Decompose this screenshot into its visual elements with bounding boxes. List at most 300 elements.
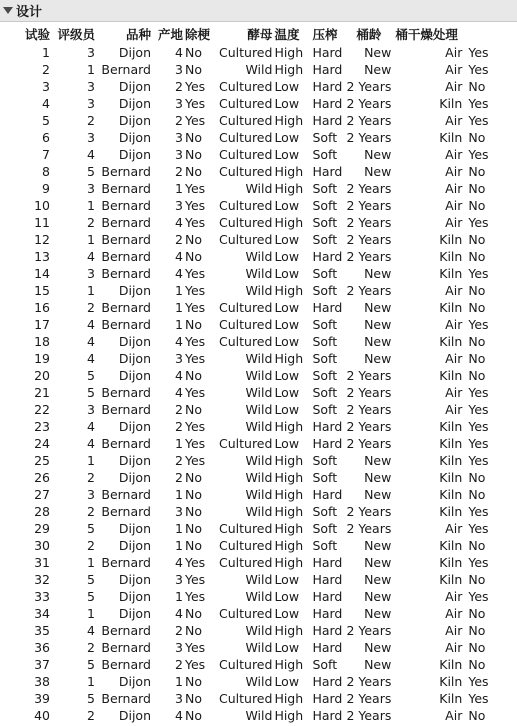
- table-cell: Kiln: [439, 538, 463, 553]
- disclosure-triangle-icon[interactable]: [3, 7, 13, 14]
- table-cell: Hard: [312, 164, 343, 179]
- table-cell: 2: [87, 300, 95, 315]
- table-cell: Kiln: [439, 487, 463, 502]
- table-cell: Yes: [185, 385, 206, 400]
- table-cell: Low: [274, 436, 300, 451]
- table-cell: High: [274, 351, 304, 366]
- table-cell: Yes: [185, 113, 206, 128]
- table-cell: Yes: [468, 555, 489, 570]
- table-cell: Soft: [312, 351, 338, 366]
- table-cell: Cultured: [219, 113, 273, 128]
- table-cell: Air: [445, 198, 463, 213]
- table-cell: New: [364, 351, 392, 366]
- table-cell: New: [364, 589, 392, 604]
- table-cell: New: [364, 555, 392, 570]
- table-cell: 3: [175, 96, 183, 111]
- table-cell: New: [364, 606, 392, 621]
- table-cell: 4: [175, 334, 183, 349]
- table-cell: 2 Years: [346, 249, 392, 264]
- table-cell: 2 Years: [346, 198, 392, 213]
- table-cell: New: [364, 470, 392, 485]
- table-cell: Soft: [312, 453, 338, 468]
- table-cell: Wild: [245, 453, 273, 468]
- table-cell: Air: [445, 215, 463, 230]
- table-cell: Bernard: [101, 555, 151, 570]
- table-cell: Yes: [468, 436, 489, 451]
- table-cell: 1: [175, 674, 183, 689]
- table-cell: 1: [87, 283, 95, 298]
- table-cell: High: [274, 453, 304, 468]
- table-cell: Bernard: [101, 266, 151, 281]
- table-cell: Bernard: [101, 504, 151, 519]
- header-row: [18, 26, 503, 44]
- table-cell: Yes: [468, 317, 489, 332]
- table-cell: 1: [87, 453, 95, 468]
- table-cell: New: [364, 453, 392, 468]
- table-cell: Wild: [245, 351, 273, 366]
- table-cell: Low: [274, 266, 300, 281]
- table-cell: 2 Years: [346, 504, 392, 519]
- table-cell: 4: [87, 436, 95, 451]
- table-cell: Bernard: [101, 640, 151, 655]
- table-cell: Wild: [245, 283, 273, 298]
- table-cell: Cultured: [219, 164, 273, 179]
- table-cell: 1: [87, 198, 95, 213]
- table-cell: Soft: [312, 538, 338, 553]
- table-row: [18, 163, 503, 180]
- table-cell: Low: [274, 317, 300, 332]
- table-cell: Yes: [185, 555, 206, 570]
- table-cell: High: [274, 283, 304, 298]
- table-cell: Soft: [312, 657, 338, 672]
- table-cell: Low: [274, 385, 300, 400]
- table-cell: No: [468, 164, 486, 179]
- table-cell: Dijon: [118, 572, 151, 587]
- table-cell: Low: [274, 130, 300, 145]
- table-cell: Dijon: [118, 674, 151, 689]
- table-cell: Cultured: [219, 657, 273, 672]
- table-cell: Cultured: [219, 436, 273, 451]
- table-cell: 3: [87, 266, 95, 281]
- table-cell: Dijon: [118, 606, 151, 621]
- table-cell: Air: [445, 283, 463, 298]
- table-row: [18, 486, 503, 503]
- table-cell: Wild: [245, 368, 273, 383]
- table-cell: Soft: [312, 521, 338, 536]
- table-cell: Cultured: [219, 300, 273, 315]
- table-cell: Low: [274, 674, 300, 689]
- table-cell: Yes: [468, 504, 489, 519]
- table-cell: Air: [445, 385, 463, 400]
- table-cell: Bernard: [101, 657, 151, 672]
- table-cell: 1: [87, 674, 95, 689]
- table-cell: 2 Years: [346, 181, 392, 196]
- table-row: [18, 367, 503, 384]
- table-cell: 7: [42, 147, 50, 162]
- table-cell: High: [274, 470, 304, 485]
- table-cell: Air: [445, 181, 463, 196]
- table-row: [18, 520, 503, 537]
- table-cell: Dijon: [118, 113, 151, 128]
- column-header[interactable]: 产地: [157, 27, 183, 42]
- table-cell: Low: [274, 198, 300, 213]
- table-cell: Dijon: [118, 589, 151, 604]
- table-cell: Bernard: [101, 198, 151, 213]
- table-cell: High: [274, 113, 304, 128]
- table-cell: Low: [274, 300, 300, 315]
- table-cell: No: [468, 181, 486, 196]
- table-cell: Yes: [468, 215, 489, 230]
- table-cell: Bernard: [101, 623, 151, 638]
- column-header[interactable]: 温度: [274, 27, 300, 42]
- table-cell: Low: [274, 334, 300, 349]
- table-cell: Yes: [468, 385, 489, 400]
- table-cell: Hard: [312, 45, 343, 60]
- column-header[interactable]: 桶龄: [356, 27, 382, 42]
- column-header[interactable]: 桶干燥处理: [395, 27, 458, 42]
- table-cell: No: [468, 623, 486, 638]
- table-cell: 1: [175, 436, 183, 451]
- table-cell: 2: [175, 623, 183, 638]
- table-cell: Yes: [185, 79, 206, 94]
- table-cell: Low: [274, 147, 300, 162]
- table-cell: 32: [34, 572, 50, 587]
- table-cell: 3: [175, 351, 183, 366]
- table-cell: Cultured: [219, 521, 273, 536]
- table-cell: Wild: [245, 674, 273, 689]
- table-cell: Yes: [468, 691, 489, 706]
- table-cell: Bernard: [101, 300, 151, 315]
- table-cell: Dijon: [118, 96, 151, 111]
- table-row: [18, 129, 503, 146]
- table-cell: Cultured: [219, 79, 273, 94]
- table-cell: 23: [34, 419, 50, 434]
- table-cell: Bernard: [101, 232, 151, 247]
- table-cell: 2 Years: [346, 521, 392, 536]
- table-cell: Kiln: [439, 470, 463, 485]
- table-cell: No: [185, 147, 202, 162]
- table-cell: Soft: [312, 385, 338, 400]
- table-row: [18, 503, 503, 520]
- table-cell: Yes: [185, 334, 206, 349]
- table-cell: 27: [34, 487, 50, 502]
- table-cell: 35: [34, 623, 50, 638]
- table-cell: Wild: [245, 487, 273, 502]
- table-cell: 17: [34, 317, 50, 332]
- table-cell: 4: [175, 385, 183, 400]
- table-cell: 16: [34, 300, 50, 315]
- table-cell: 9: [42, 181, 50, 196]
- table-row: [18, 44, 503, 61]
- table-cell: 3: [87, 181, 95, 196]
- table-cell: 2 Years: [346, 623, 392, 638]
- table-cell: 6: [42, 130, 50, 145]
- table-cell: 2: [87, 215, 95, 230]
- table-cell: 3: [87, 79, 95, 94]
- table-cell: Yes: [185, 266, 206, 281]
- table-cell: No: [185, 623, 202, 638]
- table-cell: Air: [445, 606, 463, 621]
- column-header[interactable]: 压榨: [312, 27, 338, 42]
- table-cell: No: [185, 402, 202, 417]
- table-cell: No: [185, 45, 202, 60]
- table-cell: No: [185, 62, 202, 77]
- table-cell: Low: [274, 249, 300, 264]
- table-cell: No: [185, 538, 202, 553]
- table-cell: Wild: [245, 385, 273, 400]
- column-header[interactable]: [462, 26, 503, 44]
- table-row: [18, 588, 503, 605]
- table-cell: Cultured: [219, 198, 273, 213]
- table-cell: Air: [445, 79, 463, 94]
- table-cell: Hard: [312, 419, 343, 434]
- table-row: [18, 469, 503, 486]
- table-cell: Yes: [185, 215, 206, 230]
- table-cell: Bernard: [101, 402, 151, 417]
- table-cell: Yes: [185, 572, 206, 587]
- table-cell: 2 Years: [346, 402, 392, 417]
- table-cell: No: [468, 283, 486, 298]
- table-cell: Hard: [312, 79, 343, 94]
- table-row: [18, 452, 503, 469]
- table-cell: Cultured: [219, 606, 273, 621]
- table-cell: 37: [34, 657, 50, 672]
- table-cell: 5: [87, 368, 95, 383]
- column-header[interactable]: 除梗: [185, 27, 211, 42]
- table-cell: Kiln: [439, 691, 463, 706]
- table-cell: 3: [175, 691, 183, 706]
- table-cell: 5: [87, 385, 95, 400]
- table-cell: 3: [175, 198, 183, 213]
- table-cell: 1: [175, 521, 183, 536]
- table-cell: Yes: [468, 402, 489, 417]
- table-cell: Soft: [312, 215, 338, 230]
- table-cell: No: [185, 606, 202, 621]
- table-cell: Air: [445, 113, 463, 128]
- table-cell: 3: [87, 45, 95, 60]
- table-cell: Yes: [185, 436, 206, 451]
- table-row: [18, 248, 503, 265]
- table-cell: 1: [42, 45, 50, 60]
- table-cell: 5: [87, 572, 95, 587]
- table-cell: 5: [42, 113, 50, 128]
- table-cell: Yes: [185, 453, 206, 468]
- table-cell: 24: [34, 436, 50, 451]
- table-cell: 2: [87, 470, 95, 485]
- table-cell: Cultured: [219, 334, 273, 349]
- table-cell: Wild: [245, 419, 273, 434]
- table-cell: Hard: [312, 640, 343, 655]
- table-cell: Soft: [312, 232, 338, 247]
- table-cell: 28: [34, 504, 50, 519]
- table-cell: Dijon: [118, 79, 151, 94]
- table-cell: Wild: [245, 266, 273, 281]
- table-row: [18, 231, 503, 248]
- table-cell: No: [468, 130, 486, 145]
- table-cell: Hard: [312, 708, 343, 723]
- table-cell: 1: [175, 300, 183, 315]
- table-cell: Kiln: [439, 572, 463, 587]
- table-cell: 5: [87, 691, 95, 706]
- table-cell: Bernard: [101, 181, 151, 196]
- table-body: [18, 44, 503, 724]
- table-cell: Bernard: [101, 385, 151, 400]
- table-cell: Yes: [468, 674, 489, 689]
- table-cell: No: [468, 232, 486, 247]
- table-cell: No: [468, 351, 486, 366]
- table-cell: No: [185, 504, 202, 519]
- table-cell: Yes: [185, 351, 206, 366]
- table-cell: 4: [87, 334, 95, 349]
- table-cell: No: [468, 79, 486, 94]
- table-cell: 5: [87, 657, 95, 672]
- table-cell: 2: [175, 657, 183, 672]
- table-cell: Dijon: [118, 130, 151, 145]
- table-cell: 39: [34, 691, 50, 706]
- table-cell: 3: [175, 147, 183, 162]
- table-cell: Soft: [312, 470, 338, 485]
- table-cell: High: [274, 521, 304, 536]
- table-row: [18, 61, 503, 78]
- table-cell: High: [274, 623, 304, 638]
- table-cell: Bernard: [101, 487, 151, 502]
- table-row: [18, 605, 503, 622]
- table-cell: Yes: [468, 45, 489, 60]
- table-cell: 2 Years: [346, 368, 392, 383]
- table-cell: Low: [274, 589, 300, 604]
- table-cell: Soft: [312, 266, 338, 281]
- table-cell: Air: [445, 351, 463, 366]
- column-header[interactable]: 评级员: [57, 27, 95, 42]
- table-cell: Kiln: [439, 368, 463, 383]
- table-cell: No: [185, 470, 202, 485]
- table-row: [18, 418, 503, 435]
- table-cell: Hard: [312, 623, 343, 638]
- table-cell: Yes: [185, 640, 206, 655]
- table-cell: 20: [34, 368, 50, 383]
- table-cell: Yes: [185, 96, 206, 111]
- table-cell: Wild: [245, 249, 273, 264]
- table-cell: New: [364, 62, 392, 77]
- table-cell: 4: [175, 249, 183, 264]
- table-cell: Hard: [312, 555, 343, 570]
- table-cell: Yes: [185, 300, 206, 315]
- table-cell: Hard: [312, 62, 343, 77]
- table-cell: 4: [87, 351, 95, 366]
- table-cell: 4: [175, 215, 183, 230]
- table-cell: New: [364, 317, 392, 332]
- table-cell: 2 Years: [346, 96, 392, 111]
- table-cell: Dijon: [118, 45, 151, 60]
- table-cell: Dijon: [118, 351, 151, 366]
- table-cell: 1: [87, 232, 95, 247]
- table-cell: No: [185, 368, 202, 383]
- table-row: [18, 401, 503, 418]
- table-cell: Wild: [245, 504, 273, 519]
- table-cell: Dijon: [118, 147, 151, 162]
- table-cell: 2 Years: [346, 674, 392, 689]
- table-cell: 4: [87, 249, 95, 264]
- table-cell: 4: [87, 623, 95, 638]
- table-row: [18, 146, 503, 163]
- table-cell: Air: [445, 62, 463, 77]
- table-cell: High: [274, 164, 304, 179]
- table-cell: Cultured: [219, 232, 273, 247]
- table-cell: Yes: [468, 266, 489, 281]
- table-cell: Soft: [312, 283, 338, 298]
- table-row: [18, 112, 503, 129]
- table-cell: 13: [34, 249, 50, 264]
- table-cell: Cultured: [219, 555, 273, 570]
- design-table-container: [18, 26, 503, 724]
- table-cell: Hard: [312, 300, 343, 315]
- table-cell: Yes: [468, 96, 489, 111]
- table-row: [18, 384, 503, 401]
- table-cell: 2: [175, 419, 183, 434]
- table-cell: 14: [34, 266, 50, 281]
- table-row: [18, 537, 503, 554]
- table-cell: Bernard: [101, 691, 151, 706]
- table-cell: Low: [274, 402, 300, 417]
- table-row: [18, 333, 503, 350]
- table-cell: 1: [175, 589, 183, 604]
- table-cell: 3: [87, 96, 95, 111]
- table-cell: 2 Years: [346, 215, 392, 230]
- table-cell: Air: [445, 402, 463, 417]
- table-cell: Yes: [468, 113, 489, 128]
- column-header[interactable]: 试验: [24, 27, 50, 42]
- column-header[interactable]: 酵母: [247, 27, 273, 42]
- table-cell: No: [185, 164, 202, 179]
- table-cell: New: [364, 538, 392, 553]
- table-cell: Air: [445, 317, 463, 332]
- table-cell: 2: [175, 79, 183, 94]
- table-cell: Wild: [245, 62, 273, 77]
- table-cell: Soft: [312, 402, 338, 417]
- table-cell: No: [185, 708, 202, 723]
- table-cell: 4: [175, 606, 183, 621]
- table-row: [18, 554, 503, 571]
- table-cell: 31: [34, 555, 50, 570]
- table-cell: Kiln: [439, 453, 463, 468]
- table-cell: Cultured: [219, 45, 273, 60]
- table-cell: Dijon: [118, 334, 151, 349]
- table-cell: 1: [175, 317, 183, 332]
- table-cell: 4: [87, 317, 95, 332]
- table-cell: Yes: [185, 657, 206, 672]
- table-cell: 2 Years: [346, 113, 392, 128]
- table-cell: Kiln: [439, 249, 463, 264]
- table-cell: 2 Years: [346, 708, 392, 723]
- table-cell: New: [364, 640, 392, 655]
- table-cell: Bernard: [101, 249, 151, 264]
- outline-header[interactable]: [0, 0, 517, 22]
- column-header[interactable]: 品种: [125, 27, 151, 42]
- table-cell: 4: [175, 555, 183, 570]
- table-cell: New: [364, 487, 392, 502]
- table-cell: 11: [34, 215, 50, 230]
- table-cell: 12: [34, 232, 50, 247]
- table-cell: 3: [42, 79, 50, 94]
- table-cell: No: [185, 130, 202, 145]
- table-cell: Kiln: [439, 300, 463, 315]
- table-cell: No: [468, 640, 486, 655]
- table-cell: Air: [445, 45, 463, 60]
- table-cell: High: [274, 538, 304, 553]
- table-cell: 2: [87, 640, 95, 655]
- table-cell: Kiln: [439, 96, 463, 111]
- table-cell: High: [274, 555, 304, 570]
